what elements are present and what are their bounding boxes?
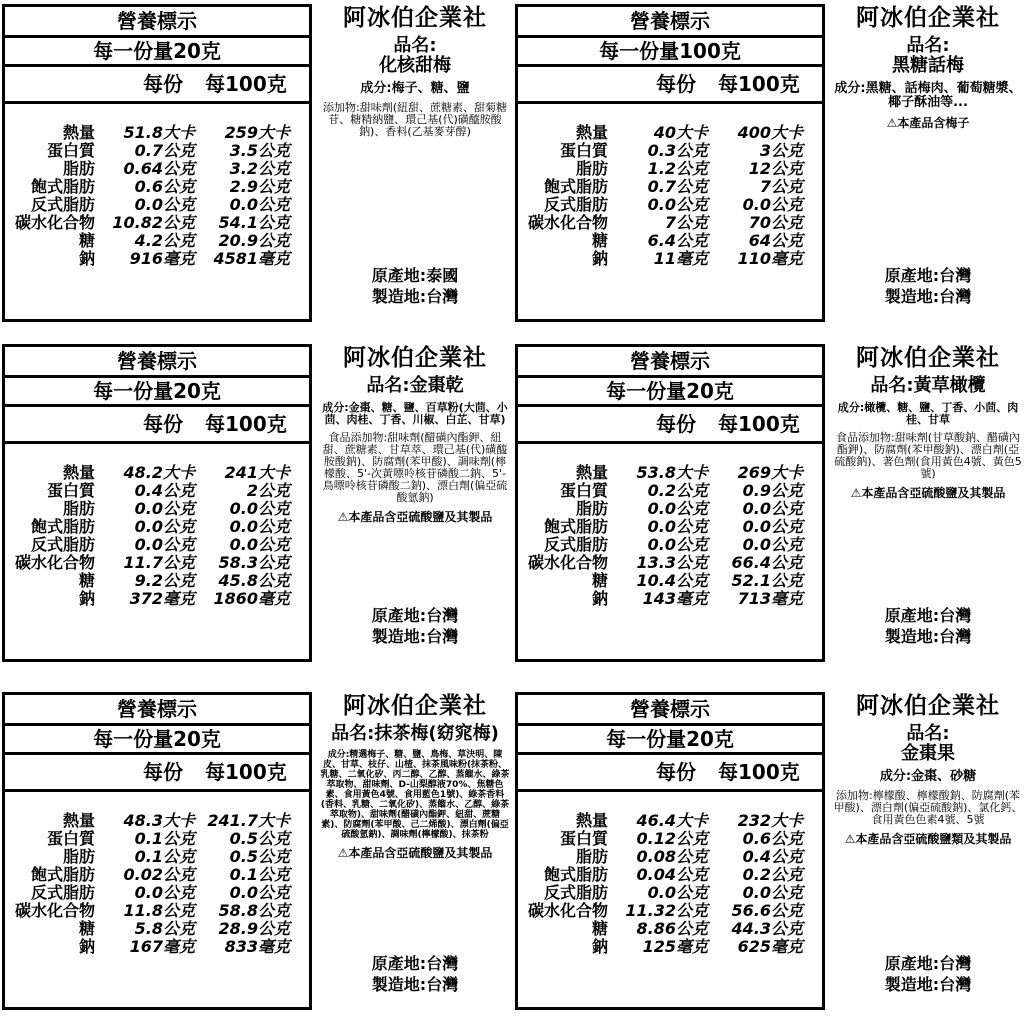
origin: 原產地:台灣	[884, 954, 972, 973]
nutrition-title: 營養標示	[5, 347, 309, 378]
nutrient-row	[518, 866, 822, 884]
nutrient-per-100g: 0.0公克	[229, 195, 290, 214]
nutrient-per-100g: 3.5公克	[229, 141, 290, 160]
nutrient-row	[5, 866, 309, 884]
nutrient-name: 熱量	[575, 463, 608, 482]
nutrient-name: 脂肪	[62, 499, 95, 518]
nutrition-table	[2, 692, 312, 1010]
nutrient-row	[5, 232, 309, 250]
nutrient-per-100g: 56.6公克	[731, 901, 803, 920]
nutrient-per-serving: 0.7公克	[647, 177, 708, 196]
nutrition-table	[515, 4, 825, 322]
nutrient-name: 蛋白質	[559, 829, 608, 848]
nutrient-per-serving: 48.2大卡	[123, 463, 195, 482]
nutrient-name: 鈉	[78, 589, 95, 608]
nutrient-row	[518, 214, 822, 232]
nutrient-per-serving: 916毫克	[129, 249, 195, 268]
nutrient-row	[518, 554, 822, 572]
product-name: 品名:抹茶梅(窈窕梅)	[331, 723, 499, 744]
product-info	[320, 344, 510, 662]
nutrient-per-100g: 3公克	[759, 141, 803, 160]
product-info	[833, 692, 1023, 1010]
nutrient-name: 飽式脂肪	[30, 517, 95, 536]
nutrient-list	[518, 792, 822, 956]
nutrient-per-serving: 0.0公克	[134, 517, 195, 536]
nutrient-row	[5, 536, 309, 554]
col-per-serving: 每份	[143, 760, 183, 784]
nutrient-name: 飽式脂肪	[30, 865, 95, 884]
origin: 原產地:台灣	[884, 606, 972, 625]
nutrient-per-serving: 143毫克	[642, 589, 708, 608]
nutrient-per-serving: 4.2公克	[134, 231, 195, 250]
nutrient-row	[518, 196, 822, 214]
nutrient-row	[5, 482, 309, 500]
nutrient-row	[518, 812, 822, 830]
nutrient-row	[518, 902, 822, 920]
company-name: 阿冰伯企業社	[343, 5, 487, 31]
nutrient-name: 脂肪	[62, 847, 95, 866]
col-per-serving: 每份	[143, 72, 183, 96]
nutrient-per-100g: 3.2公克	[229, 159, 290, 178]
nutrient-name: 熱量	[575, 123, 608, 142]
nutrient-row	[5, 902, 309, 920]
nutrient-name: 脂肪	[575, 847, 608, 866]
nutrient-per-100g: 2公克	[246, 481, 290, 500]
nutrient-name: 碳水化合物	[527, 901, 608, 920]
company-name: 阿冰伯企業社	[856, 345, 1000, 371]
nutrient-per-serving: 11.32公克	[625, 901, 708, 920]
serving-size: 每一份量20克	[5, 38, 309, 67]
nutrient-name: 飽式脂肪	[543, 177, 608, 196]
nutrient-name: 熱量	[62, 811, 95, 830]
nutrient-name: 脂肪	[575, 499, 608, 518]
nutrient-per-100g: 4581毫克	[213, 249, 290, 268]
allergen-warning: ⚠本產品含亞硫酸鹽及其製品	[850, 486, 1006, 500]
nutrient-per-100g: 45.8公克	[218, 571, 290, 590]
nutrient-row	[518, 830, 822, 848]
nutrient-per-serving: 0.08公克	[636, 847, 708, 866]
nutrient-row	[5, 590, 309, 608]
nutrient-per-100g: 232大卡	[737, 811, 803, 830]
column-headers	[5, 755, 309, 792]
company-name: 阿冰伯企業社	[343, 345, 487, 371]
nutrient-row	[5, 464, 309, 482]
nutrient-per-serving: 53.8大卡	[636, 463, 708, 482]
product-info	[320, 4, 510, 322]
nutrient-per-100g: 0.6公克	[742, 829, 803, 848]
product-label	[515, 692, 1022, 1010]
nutrient-per-100g: 400大卡	[737, 123, 803, 142]
nutrient-name: 反式脂肪	[30, 535, 95, 554]
nutrient-per-100g: 0.2公克	[742, 865, 803, 884]
nutrient-name: 反式脂肪	[543, 195, 608, 214]
nutrient-row	[518, 920, 822, 938]
additives: 添加物:檸檬酸、檸檬酸鈉、防腐劑(苯甲酸)、漂白劑(偏亞硫酸鈉)、氯化鈣、食用黃色色素4號、5號	[833, 789, 1023, 826]
nutrient-per-serving: 13.3公克	[636, 553, 708, 572]
product-info	[320, 692, 510, 1010]
nutrition-title: 營養標示	[518, 695, 822, 726]
nutrient-name: 鈉	[78, 249, 95, 268]
allergen-warning: ⚠本產品含亞硫酸鹽及其製品	[337, 510, 493, 524]
nutrient-per-serving: 0.3公克	[647, 141, 708, 160]
nutrient-per-serving: 51.8大卡	[123, 123, 195, 142]
nutrient-row	[518, 500, 822, 518]
nutrient-per-100g: 833毫克	[224, 937, 290, 956]
allergen-warning: ⚠本產品含亞硫酸鹽及其製品	[337, 846, 493, 860]
nutrient-list	[5, 104, 309, 268]
product-info	[833, 4, 1023, 322]
origin: 原產地:台灣	[371, 954, 459, 973]
nutrient-row	[518, 848, 822, 866]
allergen-warning: ⚠本產品含梅子	[886, 116, 970, 130]
nutrient-per-serving: 167毫克	[129, 937, 195, 956]
nutrient-per-100g: 0.0公克	[742, 883, 803, 902]
col-per-serving: 每份	[656, 412, 696, 436]
nutrient-per-serving: 0.6公克	[134, 177, 195, 196]
nutrient-row	[518, 142, 822, 160]
nutrient-row	[5, 920, 309, 938]
nutrition-table	[515, 344, 825, 662]
nutrient-per-serving: 5.8公克	[134, 919, 195, 938]
nutrition-title: 營養標示	[5, 695, 309, 726]
manufacture-place: 製造地:台灣	[884, 975, 972, 994]
nutrient-per-100g: 20.9公克	[218, 231, 290, 250]
nutrient-name: 糖	[78, 231, 95, 250]
nutrient-name: 糖	[591, 231, 608, 250]
nutrition-table	[2, 4, 312, 322]
nutrient-row	[5, 884, 309, 902]
product-label	[2, 692, 509, 1010]
nutrient-per-serving: 0.7公克	[134, 141, 195, 160]
nutrient-per-serving: 48.3大卡	[123, 811, 195, 830]
additives: 食品添加物:甜味劑(甘草酸鈉、醋磺內酯鉀)、防腐劑(苯甲酸鈉)、漂白劑(亞硫酸鈉)、著色劑(食用黃色4號、黃色5號)	[834, 431, 1022, 480]
nutrient-per-serving: 0.0公克	[134, 535, 195, 554]
nutrient-name: 糖	[78, 919, 95, 938]
nutrient-name: 蛋白質	[46, 481, 95, 500]
col-per-100g: 每100克	[205, 760, 287, 784]
nutrient-list	[518, 444, 822, 608]
nutrient-per-serving: 0.2公克	[647, 481, 708, 500]
nutrient-per-100g: 64公克	[748, 231, 803, 250]
nutrient-name: 反式脂肪	[543, 883, 608, 902]
serving-size: 每一份量20克	[5, 378, 309, 407]
nutrient-row	[5, 830, 309, 848]
nutrient-per-serving: 11.8公克	[123, 901, 195, 920]
nutrient-name: 糖	[591, 919, 608, 938]
col-per-100g: 每100克	[205, 72, 287, 96]
nutrient-per-serving: 40大卡	[653, 123, 708, 142]
nutrient-row	[518, 590, 822, 608]
nutrient-per-100g: 625毫克	[737, 937, 803, 956]
nutrient-per-100g: 0.9公克	[742, 481, 803, 500]
nutrient-name: 蛋白質	[46, 141, 95, 160]
nutrient-name: 反式脂肪	[30, 195, 95, 214]
serving-size: 每一份量20克	[518, 378, 822, 407]
nutrient-name: 飽式脂肪	[543, 865, 608, 884]
ingredients: 成分:金棗、砂糖	[879, 769, 977, 784]
nutrient-per-100g: 0.0公克	[229, 883, 290, 902]
nutrient-per-100g: 1860毫克	[213, 589, 290, 608]
nutrient-list	[5, 792, 309, 956]
nutrient-name: 糖	[78, 571, 95, 590]
nutrient-row	[5, 250, 309, 268]
nutrient-per-100g: 52.1公克	[731, 571, 803, 590]
nutrient-name: 碳水化合物	[527, 213, 608, 232]
nutrient-row	[5, 572, 309, 590]
nutrient-per-100g: 58.3公克	[218, 553, 290, 572]
nutrient-per-serving: 10.82公克	[112, 213, 195, 232]
nutrient-row	[5, 178, 309, 196]
allergen-warning: ⚠本產品含亞硫酸鹽類及其製品	[844, 832, 1012, 846]
nutrient-per-100g: 0.0公克	[229, 535, 290, 554]
manufacture-place: 製造地:台灣	[884, 627, 972, 646]
nutrient-per-serving: 0.0公克	[647, 535, 708, 554]
product-name: 品名: 黑糖話梅	[892, 35, 964, 76]
nutrient-per-serving: 0.0公克	[134, 195, 195, 214]
nutrient-name: 熱量	[62, 463, 95, 482]
product-name: 品名: 化核甜梅	[379, 35, 451, 76]
nutrient-row	[5, 554, 309, 572]
nutrient-name: 反式脂肪	[30, 883, 95, 902]
manufacture-place: 製造地:台灣	[371, 287, 459, 306]
nutrient-per-100g: 70公克	[748, 213, 803, 232]
nutrient-per-100g: 58.8公克	[218, 901, 290, 920]
company-name: 阿冰伯企業社	[856, 693, 1000, 719]
nutrient-name: 鈉	[591, 589, 608, 608]
nutrient-row	[518, 250, 822, 268]
manufacture-place: 製造地:台灣	[884, 287, 972, 306]
nutrition-table	[515, 692, 825, 1010]
nutrient-row	[5, 812, 309, 830]
nutrient-per-100g: 241.7大卡	[207, 811, 290, 830]
nutrient-name: 碳水化合物	[14, 901, 95, 920]
ingredients: 成分:金棗、糖、鹽、百草粉(大茴、小茴、肉桂、丁香、川椒、白芷、甘草)	[322, 401, 508, 426]
nutrient-per-serving: 0.04公克	[636, 865, 708, 884]
nutrient-per-serving: 0.4公克	[134, 481, 195, 500]
nutrient-per-100g: 0.0公克	[742, 499, 803, 518]
origin: 原產地:台灣	[371, 606, 459, 625]
nutrient-per-serving: 0.0公克	[647, 195, 708, 214]
nutrient-per-serving: 0.0公克	[647, 499, 708, 518]
nutrient-name: 鈉	[591, 249, 608, 268]
product-label	[515, 4, 1022, 322]
origin: 原產地:泰國	[371, 266, 459, 285]
nutrient-row	[518, 536, 822, 554]
origin: 原產地:台灣	[884, 266, 972, 285]
col-per-100g: 每100克	[718, 760, 800, 784]
nutrient-per-serving: 7公克	[664, 213, 708, 232]
nutrient-name: 糖	[591, 571, 608, 590]
nutrient-row	[5, 214, 309, 232]
product-label	[515, 344, 1022, 662]
additives: 添加物:甜味劑(紐甜、蔗糖素、甜菊糖苷、糖精納鹽、環己基(代)磺醯胺酸鈉)、香料(乙基麥芽醇)	[323, 101, 507, 138]
serving-size: 每一份量100克	[518, 38, 822, 67]
ingredients: 成分:橄欖、糖、鹽、丁香、小茴、肉桂、甘草	[837, 401, 1019, 426]
product-label	[2, 4, 509, 322]
nutrient-row	[518, 482, 822, 500]
nutrient-row	[5, 196, 309, 214]
nutrient-name: 碳水化合物	[14, 553, 95, 572]
nutrient-row	[518, 884, 822, 902]
nutrient-per-serving: 10.4公克	[636, 571, 708, 590]
nutrient-per-100g: 0.0公克	[229, 517, 290, 536]
nutrition-title: 營養標示	[518, 347, 822, 378]
nutrient-row	[5, 500, 309, 518]
nutrient-per-serving: 0.0公克	[647, 883, 708, 902]
nutrient-per-100g: 0.1公克	[229, 865, 290, 884]
nutrient-per-serving: 0.02公克	[123, 865, 195, 884]
company-name: 阿冰伯企業社	[343, 693, 487, 719]
nutrient-per-serving: 0.0公克	[134, 883, 195, 902]
additives: 食品添加物:甜味劑(醋磺內酯鉀、紐甜、蔗糖素、甘草萃、環己基(代)磺醯胺酸鈉)、防腐劑(苯甲酸)、調味劑(檸檬酸、5'-次黃嘌呤核苷磷酸二鈉、5'-鳥嘌呤核苷磷酸二鈉)、漂白劑(偏亞硫酸氫鈉)	[322, 431, 508, 504]
nutrient-per-100g: 0.5公克	[229, 829, 290, 848]
nutrient-per-100g: 713毫克	[737, 589, 803, 608]
nutrient-name: 碳水化合物	[14, 213, 95, 232]
nutrition-title: 營養標示	[5, 7, 309, 38]
column-headers	[518, 755, 822, 792]
nutrient-per-100g: 269大卡	[737, 463, 803, 482]
nutrient-per-100g: 7公克	[759, 177, 803, 196]
nutrient-row	[5, 160, 309, 178]
column-headers	[5, 67, 309, 104]
nutrient-list	[5, 444, 309, 608]
nutrient-row	[518, 124, 822, 142]
nutrient-row	[518, 572, 822, 590]
nutrient-row	[518, 178, 822, 196]
product-name: 品名:黃草橄欖	[870, 375, 986, 396]
manufacture-place: 製造地:台灣	[371, 627, 459, 646]
nutrient-per-serving: 46.4大卡	[636, 811, 708, 830]
nutrient-per-100g: 241大卡	[224, 463, 290, 482]
nutrient-name: 蛋白質	[559, 481, 608, 500]
nutrient-per-100g: 54.1公克	[218, 213, 290, 232]
column-headers	[518, 67, 822, 104]
product-info	[833, 344, 1023, 662]
col-per-100g: 每100克	[718, 412, 800, 436]
nutrient-name: 鈉	[591, 937, 608, 956]
company-name: 阿冰伯企業社	[856, 5, 1000, 31]
product-label	[2, 344, 509, 662]
product-name: 品名:金棗乾	[366, 375, 464, 396]
nutrient-per-serving: 0.1公克	[134, 847, 195, 866]
nutrient-per-100g: 0.0公克	[742, 535, 803, 554]
manufacture-place: 製造地:台灣	[371, 975, 459, 994]
nutrient-per-100g: 28.9公克	[218, 919, 290, 938]
nutrient-per-100g: 259大卡	[224, 123, 290, 142]
nutrient-per-100g: 0.5公克	[229, 847, 290, 866]
nutrient-name: 蛋白質	[559, 141, 608, 160]
col-per-100g: 每100克	[205, 412, 287, 436]
nutrient-per-100g: 110毫克	[737, 249, 803, 268]
col-per-serving: 每份	[656, 72, 696, 96]
serving-size: 每一份量20克	[5, 726, 309, 755]
nutrient-name: 鈉	[78, 937, 95, 956]
nutrient-row	[518, 518, 822, 536]
nutrient-row	[518, 160, 822, 178]
nutrient-per-100g: 2.9公克	[229, 177, 290, 196]
nutrient-name: 碳水化合物	[527, 553, 608, 572]
nutrient-row	[5, 938, 309, 956]
nutrient-per-100g: 44.3公克	[731, 919, 803, 938]
nutrient-per-serving: 8.86公克	[636, 919, 708, 938]
nutrient-per-serving: 372毫克	[129, 589, 195, 608]
col-per-serving: 每份	[143, 412, 183, 436]
nutrient-name: 飽式脂肪	[30, 177, 95, 196]
nutrient-name: 蛋白質	[46, 829, 95, 848]
nutrient-name: 熱量	[62, 123, 95, 142]
nutrient-name: 脂肪	[62, 159, 95, 178]
nutrient-per-serving: 0.64公克	[123, 159, 195, 178]
col-per-100g: 每100克	[718, 72, 800, 96]
nutrient-per-100g: 0.0公克	[742, 517, 803, 536]
nutrition-title: 營養標示	[518, 7, 822, 38]
nutrient-row	[5, 124, 309, 142]
product-name: 品名: 金棗果	[901, 723, 955, 764]
column-headers	[5, 407, 309, 444]
nutrient-per-100g: 0.0公克	[229, 499, 290, 518]
nutrient-per-serving: 0.12公克	[636, 829, 708, 848]
nutrient-per-serving: 6.4公克	[647, 231, 708, 250]
nutrition-table	[2, 344, 312, 662]
nutrient-row	[5, 848, 309, 866]
nutrient-per-serving: 9.2公克	[134, 571, 195, 590]
ingredients: 成分:黑糖、話梅肉、葡萄糖漿、椰子酥油等...	[834, 81, 1022, 110]
nutrient-row	[5, 518, 309, 536]
nutrient-name: 反式脂肪	[543, 535, 608, 554]
nutrient-list	[518, 104, 822, 268]
column-headers	[518, 407, 822, 444]
nutrient-name: 脂肪	[575, 159, 608, 178]
nutrient-row	[518, 232, 822, 250]
nutrient-per-serving: 0.0公克	[647, 517, 708, 536]
ingredients: 成分:精選梅子、糖、鹽、鳥梅、草決明、陳皮、甘草、枝仔、山楂、抹茶風味粉(抹茶粉、乳糖、二氧化矽、丙二醇、乙醇、蒸餾水、綠茶萃取物、甜味劑、D-山梨醇液70%、焦糖色素、食用黃色4號、食用藍色1號)、綠茶香料(香料、乳糖、二氧化矽)、蒸餾水、乙醇、綠茶萃取物)、甜味劑(醋磺內酯鉀、紐甜、蔗糖素)、防腐劑(苯甲酸、己二烯酸)、漂白劑(偏亞硫酸氫鈉)、調味劑(檸檬酸)、抹茶粉	[320, 750, 510, 840]
col-per-serving: 每份	[656, 760, 696, 784]
nutrient-per-serving: 125毫克	[642, 937, 708, 956]
nutrient-per-100g: 12公克	[748, 159, 803, 178]
nutrient-row	[518, 938, 822, 956]
nutrient-per-serving: 11毫克	[653, 249, 708, 268]
nutrient-row	[518, 464, 822, 482]
nutrient-per-serving: 0.1公克	[134, 829, 195, 848]
nutrient-per-serving: 0.0公克	[134, 499, 195, 518]
ingredients: 成分:梅子、糖、鹽	[360, 81, 470, 96]
nutrient-row	[5, 142, 309, 160]
nutrient-per-100g: 66.4公克	[731, 553, 803, 572]
nutrient-per-100g: 0.0公克	[742, 195, 803, 214]
serving-size: 每一份量20克	[518, 726, 822, 755]
nutrient-name: 熱量	[575, 811, 608, 830]
nutrient-name: 飽式脂肪	[543, 517, 608, 536]
nutrient-per-100g: 0.4公克	[742, 847, 803, 866]
nutrient-per-serving: 11.7公克	[123, 553, 195, 572]
nutrient-per-serving: 1.2公克	[647, 159, 708, 178]
